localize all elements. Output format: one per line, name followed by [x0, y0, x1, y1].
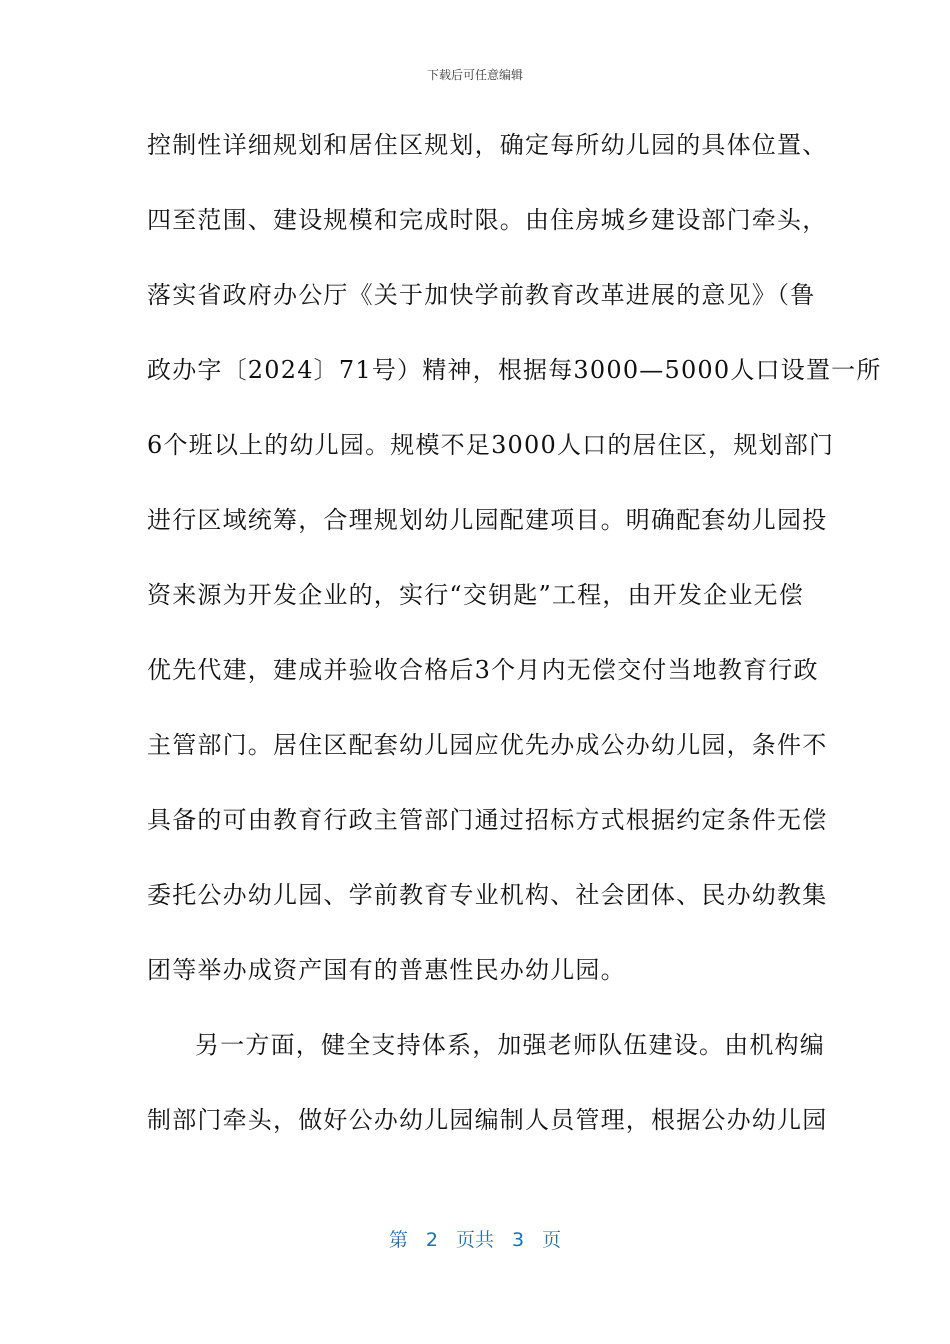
body-line: 进行区域统筹，合理规划幼儿园配建项目。明确配套幼儿园投 — [147, 506, 828, 534]
body-line: 具备的可由教育行政主管部门通过招标方式根据约定条件无偿 — [147, 806, 828, 834]
footer-suffix: 页 — [542, 1229, 562, 1251]
page-header-note: 下载后可任意编辑 — [426, 68, 523, 82]
footer-middle: 页共 — [455, 1229, 494, 1251]
footer-prefix: 第 — [388, 1229, 408, 1251]
body-line: 优先代建，建成并验收合格后3个月内无偿交付当地教育行政 — [147, 656, 819, 684]
footer-current-page: 2 — [425, 1229, 438, 1251]
body-line: 落实省政府办公厅《关于加快学前教育改革进展的意见》（鲁 — [147, 281, 816, 309]
document-body — [147, 120, 882, 1170]
body-line: 政办字〔2024〕71号）精神，根据每3000—5000人口设置一所 — [147, 356, 882, 384]
footer-total-pages: 3 — [512, 1229, 525, 1251]
body-line: 四至范围、建设规模和完成时限。由住房城乡建设部门牵头， — [147, 206, 828, 234]
page-number-footer — [0, 1225, 950, 1252]
body-line: 6个班以上的幼儿园。规模不足3000人口的居住区，规划部门 — [147, 431, 835, 459]
body-line: 制部门牵头，做好公办幼儿园编制人员管理，根据公办幼儿园 — [147, 1106, 828, 1134]
body-line: 控制性详细规划和居住区规划，确定每所幼儿园的具体位置、 — [147, 131, 828, 159]
body-line: 主管部门。居住区配套幼儿园应优先办成公办幼儿园，条件不 — [147, 731, 828, 759]
body-line: 团等举办成资产国有的普惠性民办幼儿园。 — [147, 956, 626, 984]
body-line: 资来源为开发企业的，实行“交钥匙”工程，由开发企业无偿 — [147, 581, 804, 609]
body-line: 委托公办幼儿园、学前教育专业机构、社会团体、民办幼教集 — [147, 881, 828, 909]
body-line-paragraph-start: 另一方面，健全支持体系，加强老师队伍建设。由机构编 — [195, 1031, 825, 1059]
